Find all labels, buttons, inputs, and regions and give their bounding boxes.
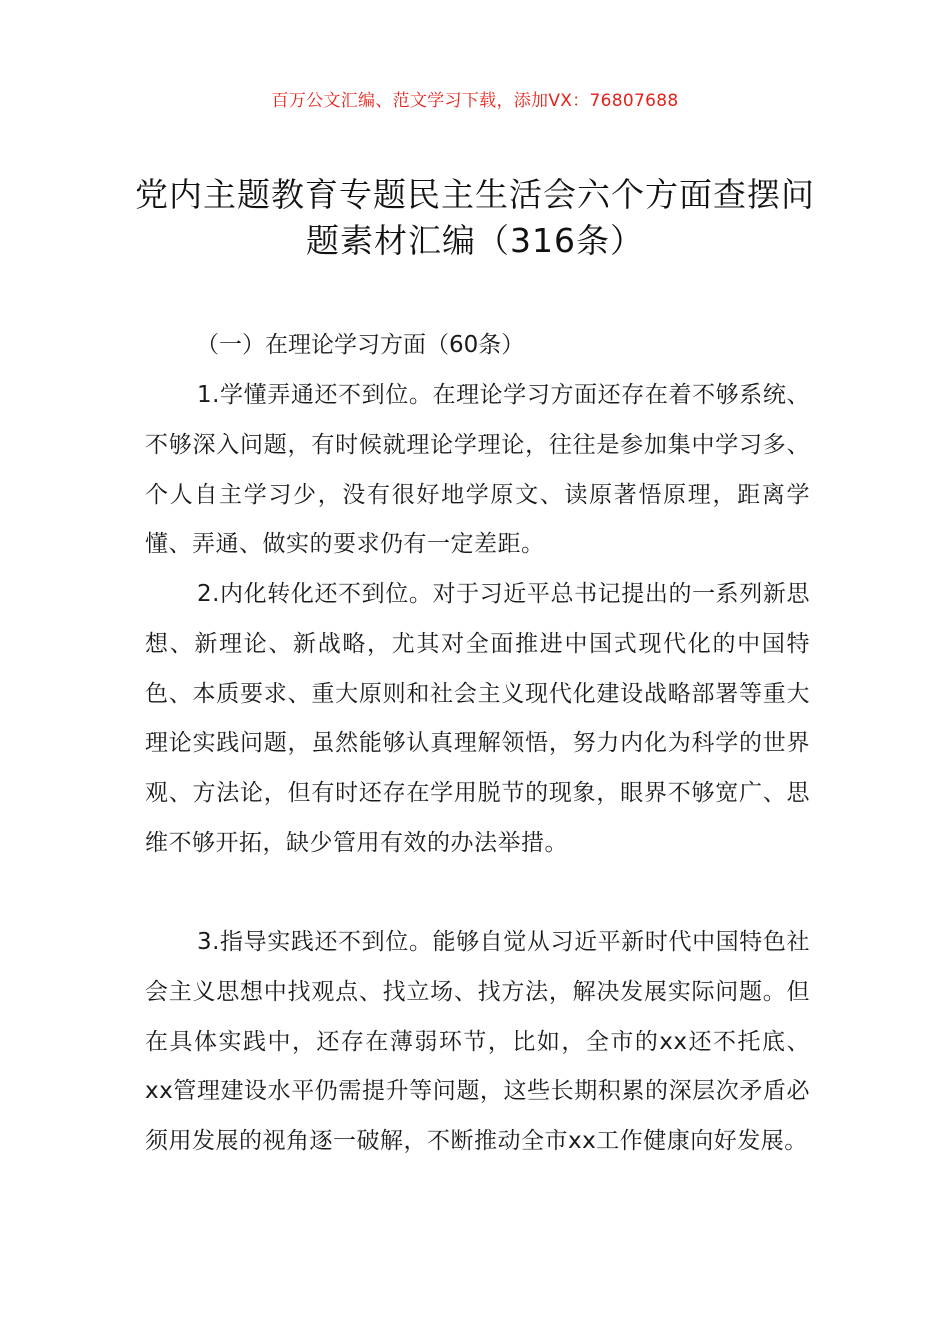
document-title: 党内主题教育专题民主生活会六个方面查摆问题素材汇编（316条） (135, 175, 815, 260)
paragraph-1: 1.学懂弄通还不到位。在理论学习方面还存在着不够系统、不够深入问题，有时候就理论学理论，往往是参加集中学习多、个人自主学习少，没有很好地学原文、读原著悟原理，距离学懂、弄通、做实的要求仍有一定差距。 (145, 382, 810, 558)
section-heading: （一）在理论学习方面（60条） (196, 332, 525, 358)
paragraph-3: 3.指导实践还不到位。能够自觉从习近平新时代中国特色社会主义思想中找观点、找立场、找方法，解决发展实际问题。但在具体实践中，还存在薄弱环节，比如，全市的xx还不托底、xx管理建设水平仍需提升等问题，这些长期积累的深层次矛盾必须用发展的视角逐一破解，不断推动全市xx工作健康向好发展。 (145, 929, 810, 1155)
header-watermark-note: 百万公文汇编、范文学习下载，添加VX：76807688 (271, 91, 679, 111)
paragraph-2: 2.内化转化还不到位。对于习近平总书记提出的一系列新思想、新理论、新战略，尤其对全面推进中国式现代化的中国特色、本质要求、重大原则和社会主义现代化建设战略部署等重大理论实践问题，虽然能够认真理解领悟，努力内化为科学的世界观、方法论，但有时还存在学用脱节的现象，眼界不够宽广、思维不够开拓，缺少管用有效的办法举措。 (145, 581, 810, 856)
